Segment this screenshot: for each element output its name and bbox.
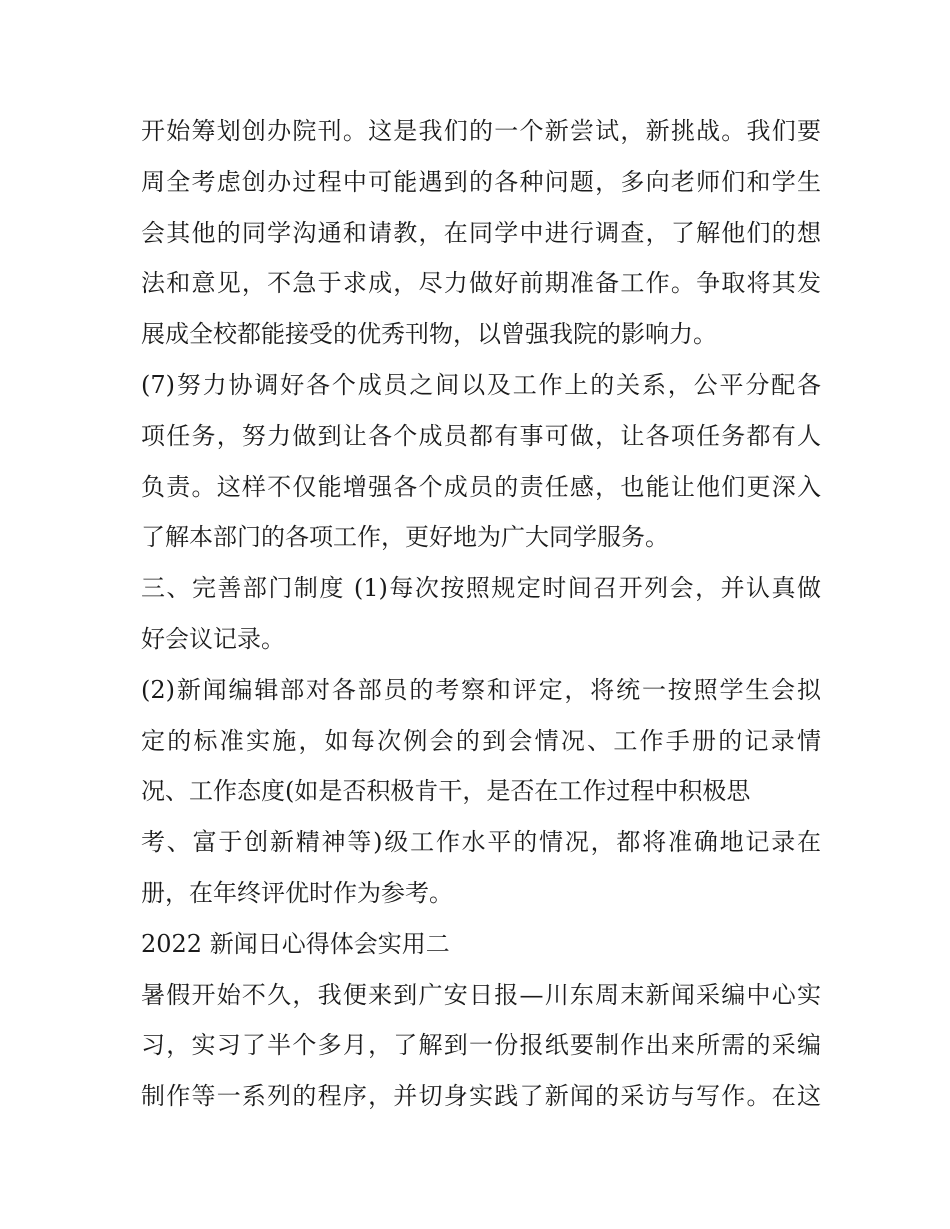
section-heading: 2022 新闻日心得体会实用二 [141,929,450,958]
text-line: 况、工作态度(如是否积极肯干，是否在工作过程中积极思 [141,777,751,806]
body-text [141,106,821,1122]
text-line: 制作等一系列的程序，并切身实践了新闻的采访与写作。在这 [141,1082,821,1111]
text-line: (2)新闻编辑部对各部员的考察和评定，将统一按照学生会拟 [141,675,821,704]
text-line: (7)努力协调好各个成员之间以及工作上的关系，公平分配各 [141,370,821,399]
text-line: 好会议记录。 [141,624,285,653]
text-line: 习，实习了半个多月，了解到一份报纸要制作出来所需的采编 [141,1031,821,1060]
text-line: 展成全校都能接受的优秀刊物，以曾强我院的影响力。 [141,320,717,349]
text-line: 三、完善部门制度 (1)每次按照规定时间召开列会，并认真做 [141,574,821,603]
text-line: 册，在年终评优时作为参考。 [141,878,453,907]
text-line: 负责。这样不仅能增强各个成员的责任感，也能让他们更深入 [141,472,821,501]
text-line: 开始筹划创办院刊。这是我们的一个新尝试，新挑战。我们要 [141,117,821,145]
text-line: 项任务，努力做到让各个成员都有事可做，让各项任务都有人 [141,421,821,450]
text-line: 周全考虑创办过程中可能遇到的各种问题，多向老师们和学生 [141,167,821,196]
text-line: 暑假开始不久，我便来到广安日报—川东周末新闻采编中心实 [141,980,821,1009]
text-line: 法和意见，不急于求成，尽力做好前期准备工作。争取将其发 [141,269,821,298]
text-line: 会其他的同学沟通和请教，在同学中进行调查，了解他们的想 [141,218,821,247]
text-line: 了解本部门的各项工作，更好地为广大同学服务。 [141,523,669,552]
text-line: 考、富于创新精神等)级工作水平的情况，都将准确地记录在 [141,828,821,857]
text-line: 定的标准实施，如每次例会的到会情况、工作手册的记录情 [141,726,821,755]
